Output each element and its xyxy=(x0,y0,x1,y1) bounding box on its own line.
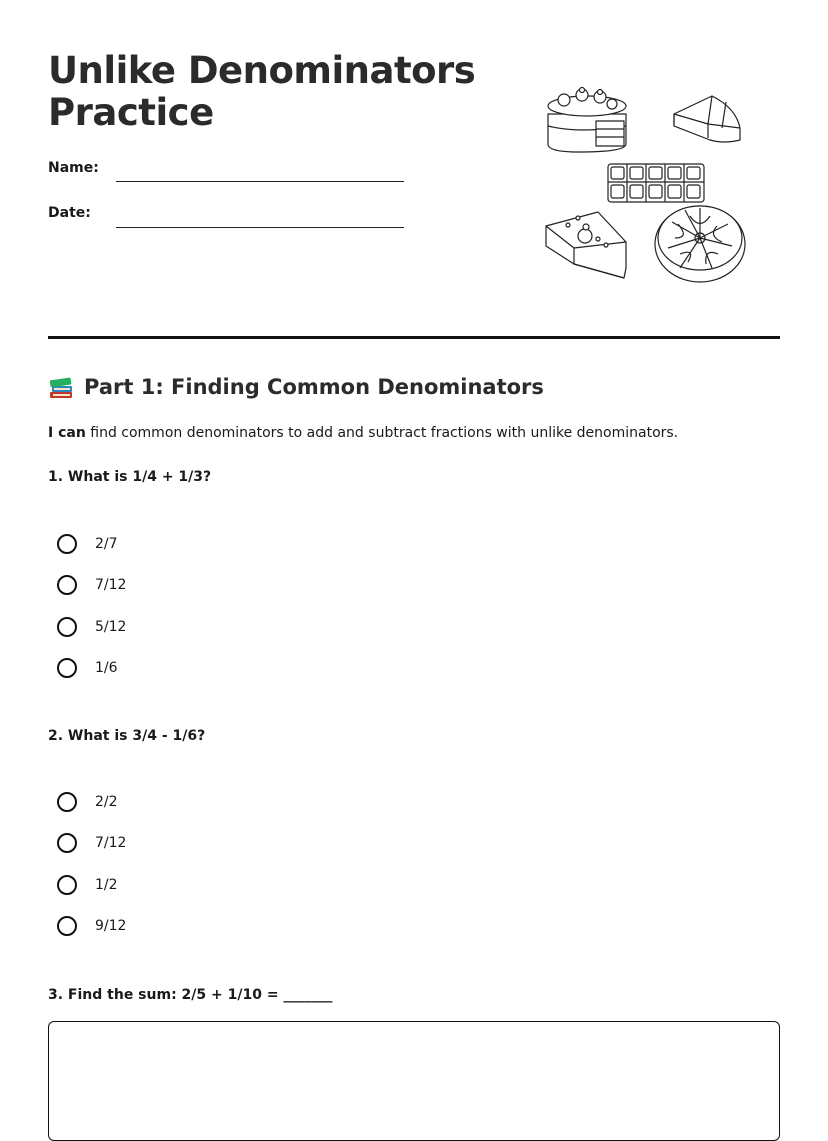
option-label: 2/2 xyxy=(95,794,118,810)
q2-option-d[interactable] xyxy=(57,914,126,938)
fruit-cake-icon xyxy=(546,212,626,278)
q2-option-a[interactable] xyxy=(57,790,118,814)
date-line[interactable] xyxy=(116,211,404,228)
option-label: 7/12 xyxy=(95,577,127,593)
option-label: 7/12 xyxy=(95,835,127,851)
q1-option-b[interactable] xyxy=(57,573,126,597)
question-1-text: 1. What is 1/4 + 1/3? xyxy=(48,469,212,485)
option-label: 5/12 xyxy=(95,619,127,635)
books-icon xyxy=(48,374,74,400)
q2-option-b[interactable] xyxy=(57,831,126,855)
radio-button[interactable] xyxy=(57,833,77,853)
worksheet-title xyxy=(48,50,518,134)
radio-button[interactable] xyxy=(57,792,77,812)
title-line-2: Practice xyxy=(48,91,214,134)
option-label: 2/7 xyxy=(95,536,118,552)
name-line[interactable] xyxy=(116,165,404,182)
pie-slice-icon xyxy=(674,96,740,142)
option-label: 1/2 xyxy=(95,877,118,893)
date-label: Date: xyxy=(48,205,91,221)
radio-button[interactable] xyxy=(57,575,77,595)
part1-heading xyxy=(48,374,544,400)
q1-option-c[interactable] xyxy=(57,615,126,639)
title-line-1: Unlike Denominators xyxy=(48,49,476,92)
part1-heading-text: Part 1: Finding Common Denominators xyxy=(84,375,544,399)
header-divider xyxy=(48,336,780,339)
radio-button[interactable] xyxy=(57,617,77,637)
radio-button[interactable] xyxy=(57,875,77,895)
option-label: 9/12 xyxy=(95,918,127,934)
fruit-tart-icon xyxy=(655,206,745,282)
radio-button[interactable] xyxy=(57,658,77,678)
chocolate-bar-icon xyxy=(608,164,704,202)
radio-button[interactable] xyxy=(57,534,77,554)
i-can-strong: I can xyxy=(48,425,86,441)
radio-button[interactable] xyxy=(57,916,77,936)
question-3-text: 3. Find the sum: 2/5 + 1/10 = _______ xyxy=(48,987,333,1003)
q2-option-c[interactable] xyxy=(57,873,118,897)
i-can-statement xyxy=(48,425,678,441)
question-2-text: 2. What is 3/4 - 1/6? xyxy=(48,728,206,744)
layer-cake-icon xyxy=(548,88,626,153)
i-can-text: find common denominators to add and subtract fractions with unlike denominators. xyxy=(85,425,679,441)
desserts-illustration xyxy=(540,86,755,291)
option-label: 1/6 xyxy=(95,660,118,676)
answer-input[interactable] xyxy=(48,1021,780,1141)
q1-option-d[interactable] xyxy=(57,656,118,680)
name-label: Name: xyxy=(48,160,99,176)
q1-option-a[interactable] xyxy=(57,532,118,556)
